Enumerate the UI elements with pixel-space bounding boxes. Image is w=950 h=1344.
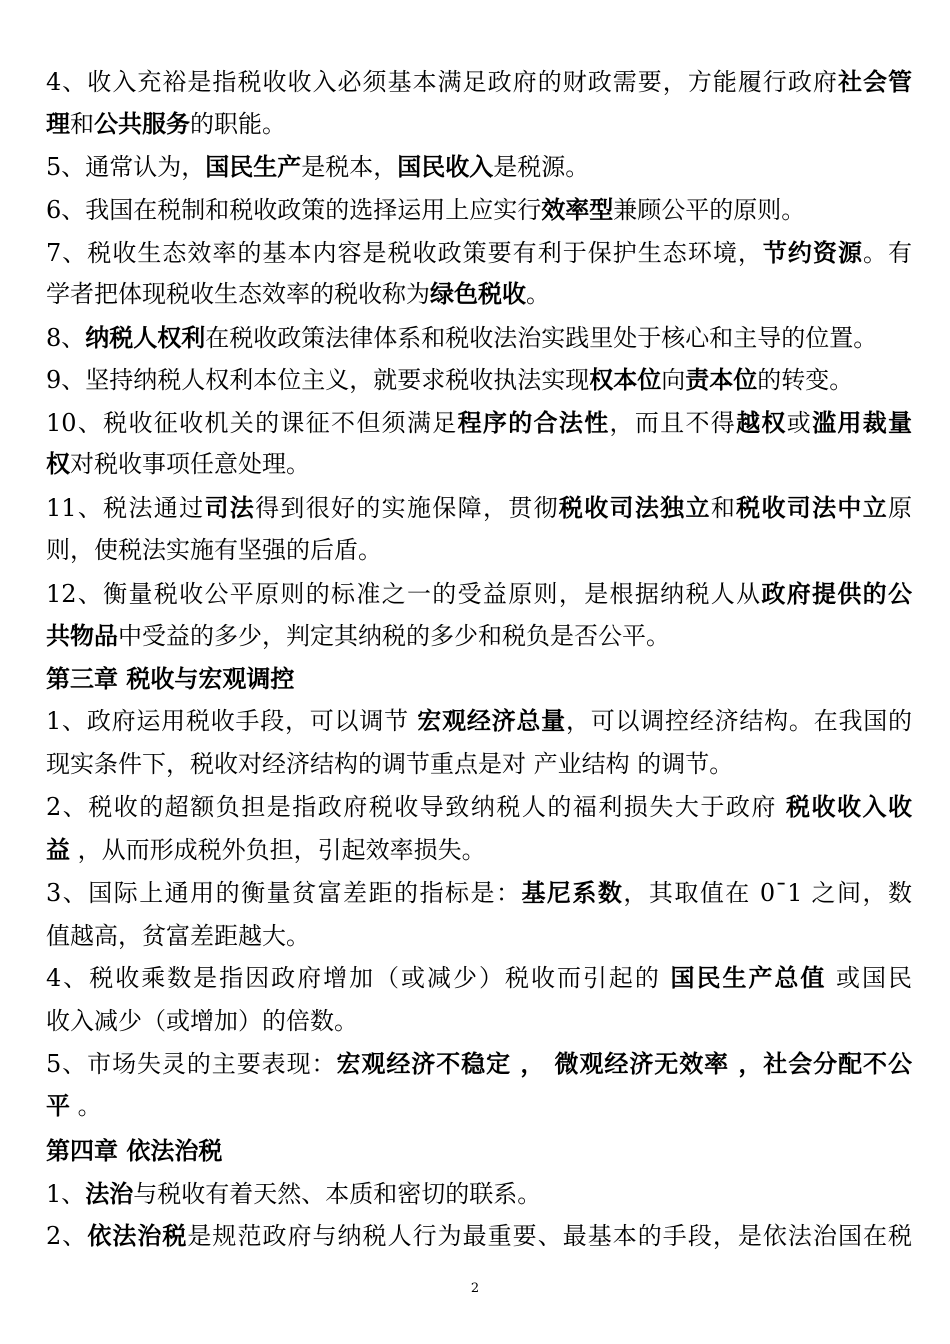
bold-text: 国民生产总值: [670, 964, 827, 992]
text-run: 和: [710, 494, 737, 522]
bold-text: 国民生产: [205, 153, 302, 181]
bold-text: 越权: [736, 409, 787, 437]
bold-text: 效率型: [541, 196, 614, 224]
text-run: 。: [526, 280, 550, 308]
text-run: 12、衡量税收公平原则的标准之一的受益原则，是根据纳税人从: [46, 580, 762, 608]
text-run: 现实条件下，税收对经济结构的调节重点是对 产业结构 的调节。: [46, 750, 734, 778]
text-run: 2、税收的超额负担是指政府税收导致纳税人的福利损失大于政府: [46, 793, 786, 821]
text-line: [46, 145, 912, 189]
bold-text: 基尼系数: [521, 879, 624, 907]
text-run: 或: [786, 409, 813, 437]
bold-text: 节约资源: [762, 239, 863, 267]
bold-text: 依法治税: [87, 1222, 188, 1250]
text-run: ，其取值在 0¯1 之间，数: [623, 879, 912, 907]
text-run: 2、: [46, 1222, 88, 1250]
text-line: [46, 657, 912, 701]
text-run: 。有: [862, 239, 912, 267]
text-run: 原: [888, 494, 912, 522]
text-line: [46, 1172, 912, 1216]
text-line: [46, 742, 912, 786]
page-number: 2: [470, 1281, 480, 1296]
bold-text: 宏观经济不稳定 ， 微观经济无效率 ，社会分配不公: [336, 1050, 912, 1078]
bold-text: 第四章 依法治税: [46, 1137, 223, 1165]
text-line: [46, 914, 912, 958]
bold-text: 程序的合法性: [457, 409, 610, 437]
text-line: [46, 828, 912, 872]
text-run: 或国民: [826, 964, 912, 992]
text-run: 值越高，贫富差距越大。: [46, 922, 310, 950]
text-run: 7、税收生态效率的基本内容是税收政策要有利于保护生态环境，: [46, 239, 763, 267]
text-run: 是税本，: [301, 153, 398, 181]
text-line: [46, 272, 912, 316]
bold-text: 平: [46, 1092, 70, 1120]
text-run: 6、我国在税制和税收政策的选择运用上应实行: [46, 196, 542, 224]
text-line: [46, 102, 912, 146]
bold-text: 责本位: [685, 366, 758, 394]
text-run: 11、税法通过: [46, 494, 205, 522]
text-run: 是规范政府与纳税人行为最重要、最基本的手段，是依法治国在税: [187, 1222, 912, 1250]
text-run: 在税收政策法律体系和税收法治实践里处于核心和主导的位置。: [205, 324, 878, 352]
text-run: 5、市场失灵的主要表现：: [46, 1050, 337, 1078]
text-run: 5、通常认为，: [46, 153, 206, 181]
text-run: 对税收事项任意处理。: [70, 450, 310, 478]
bold-text: 税收收入收: [785, 793, 912, 821]
text-run: 1、: [46, 1180, 86, 1208]
text-run: 兼顾公平的原则。: [613, 196, 806, 224]
text-line: [46, 442, 912, 486]
bold-text: 税收司法独立: [558, 494, 711, 522]
text-run: 4、税收乘数是指因政府增加（或减少）税收而引起的: [46, 964, 671, 992]
bold-text: 绿色税收: [430, 280, 526, 308]
text-line: [46, 871, 912, 915]
text-line: [46, 358, 912, 402]
bold-text: 纳税人权利: [85, 324, 206, 352]
text-line: [46, 188, 912, 232]
text-line: [46, 60, 912, 104]
text-run: 8、: [46, 324, 86, 352]
text-run: 和: [70, 110, 94, 138]
text-run: 中受益的多少，判定其纳税的多少和税负是否公平。: [118, 622, 670, 650]
text-line: [46, 1214, 912, 1258]
text-line: [46, 401, 912, 445]
text-run: 10、税收征收机关的课征不但须满足: [46, 409, 458, 437]
text-run: 9、坚持纳税人权利本位主义，就要求税收执法实现: [46, 366, 590, 394]
bold-text: 滥用裁量: [812, 409, 912, 437]
text-run: 3、国际上通用的衡量贫富差距的指标是：: [46, 879, 522, 907]
bold-text: 国民收入: [397, 153, 494, 181]
bold-text: 理: [46, 110, 70, 138]
text-line: [46, 316, 912, 360]
bold-text: 宏观经济总量: [417, 707, 566, 735]
bold-text: 益: [46, 836, 70, 864]
text-line: [46, 699, 912, 743]
text-line: [46, 572, 912, 616]
text-run: ，可以调控经济结构。在我国的: [565, 707, 912, 735]
bold-text: 公共服务: [94, 110, 190, 138]
text-run: 收入减少（或增加）的倍数。: [46, 1007, 358, 1035]
text-run: 的职能。: [190, 110, 286, 138]
bold-text: 共物品: [46, 622, 118, 650]
bold-text: 法治: [85, 1180, 134, 1208]
text-line: [46, 1084, 912, 1128]
bold-text: 第三章 税收与宏观调控: [46, 665, 295, 693]
text-run: ，而且不得: [609, 409, 737, 437]
text-run: 4、收入充裕是指税收收入必须基本满足政府的财政需要，方能履行政府: [46, 68, 838, 96]
text-run: 则，使税法实施有坚强的后盾。: [46, 536, 382, 564]
bold-text: 权本位: [589, 366, 662, 394]
text-line: [46, 1129, 912, 1173]
text-line: [46, 614, 912, 658]
text-run: 的转变。: [757, 366, 854, 394]
text-line: [46, 956, 912, 1000]
text-line: [46, 1042, 912, 1086]
text-line: [46, 999, 912, 1043]
text-line: [46, 486, 912, 530]
bold-text: 权: [46, 450, 70, 478]
text-run: 1、政府运用税收手段，可以调节: [46, 707, 418, 735]
text-run: 。: [70, 1092, 102, 1120]
bold-text: 社会管: [837, 68, 912, 96]
text-run: 得到很好的实施保障，贯彻: [255, 494, 559, 522]
text-run: 学者把体现税收生态效率的税收称为: [46, 280, 430, 308]
text-run: 与税收有着天然、本质和密切的联系。: [133, 1180, 542, 1208]
bold-text: 税收司法中立: [736, 494, 889, 522]
text-run: ，从而形成税外负担，引起效率损失。: [70, 836, 486, 864]
text-run: 是税源。: [493, 153, 590, 181]
text-line: [46, 785, 912, 829]
text-run: 向: [661, 366, 686, 394]
text-line: [46, 231, 912, 275]
text-line: [46, 528, 912, 572]
bold-text: 司法: [204, 494, 256, 522]
bold-text: 政府提供的公: [761, 580, 912, 608]
